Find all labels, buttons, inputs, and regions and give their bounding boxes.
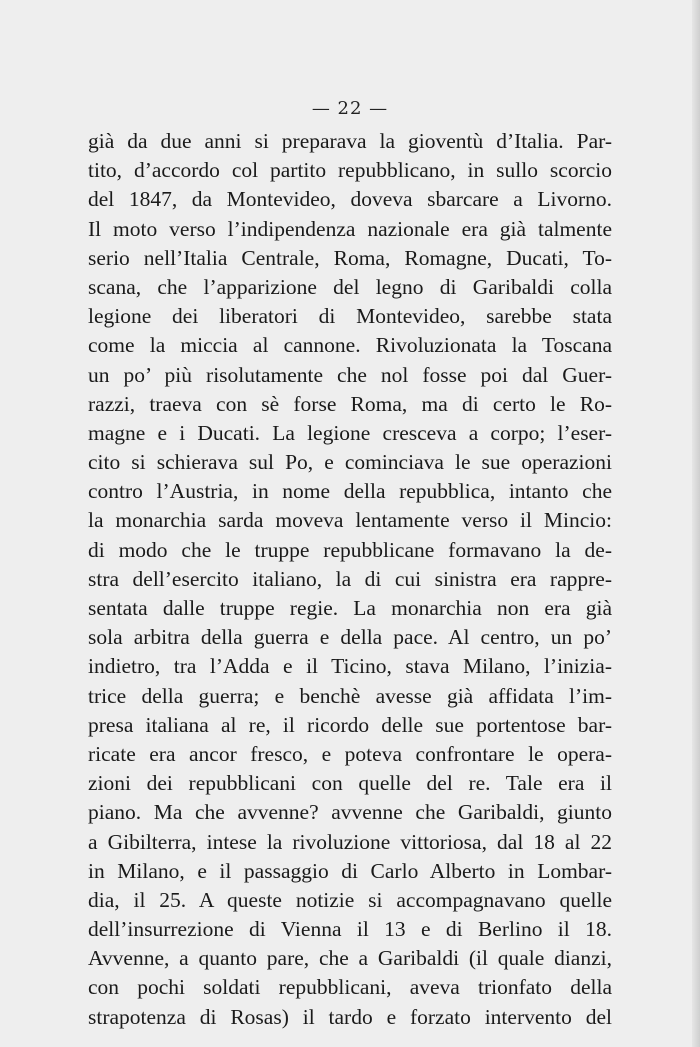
text-line: un po’ più risolutamente che nol fosse poi dal Guer- — [88, 362, 612, 387]
body-text — [88, 127, 612, 1032]
text-line: serio nell’Italia Centrale, Roma, Romagne, Ducati, To- — [88, 245, 612, 270]
text-line: con pochi soldati repubblicani, aveva trionfato della — [88, 975, 612, 1000]
page-edge — [692, 0, 700, 1047]
text-line: del 1847, da Montevideo, doveva sbarcare a Livorno. — [88, 187, 612, 212]
text-line: razzi, traeva con sè forse Roma, ma di certo le Ro- — [88, 391, 612, 416]
text-line: strapotenza di Rosas) il tardo e forzato intervento del — [88, 1004, 612, 1029]
text-line: a Gibilterra, intese la rivoluzione vittoriosa, dal 18 al 22 — [88, 829, 612, 854]
text-line: sola arbitra della guerra e della pace. Al centro, un po’ — [88, 625, 612, 650]
text-line: cito si schierava sul Po, e cominciava le sue operazioni — [88, 450, 612, 475]
text-line: zioni dei repubblicani con quelle del re. Tale era il — [88, 771, 612, 796]
text-line: come la miccia al cannone. Rivoluzionata la Toscana — [88, 333, 612, 358]
text-line: piano. Ma che avvenne? avvenne che Garibaldi, giunto — [88, 800, 612, 825]
text-line: in Milano, e il passaggio di Carlo Alberto in Lombar- — [88, 858, 612, 883]
text-line: legione dei liberatori di Montevideo, sarebbe stata — [88, 304, 612, 329]
text-line: magne e i Ducati. La legione cresceva a corpo; l’eser- — [88, 420, 612, 445]
text-line: la monarchia sarda moveva lentamente verso il Mincio: — [88, 508, 612, 533]
text-line: dia, il 25. A queste notizie si accompagnavano quelle — [88, 887, 612, 912]
text-line: trice della guerra; e benchè avesse già affidata l’im- — [88, 683, 612, 708]
text-line: Avvenne, a quanto pare, che a Garibaldi (il quale dianzi, — [88, 946, 612, 971]
page-number: — 22 — — [311, 98, 389, 119]
text-line: tito, d’accordo col partito repubblicano, in sullo scorcio — [88, 158, 612, 183]
text-line: di modo che le truppe repubblicane formavano la de- — [88, 537, 612, 562]
text-line: sentata dalle truppe regie. La monarchia non era già — [88, 596, 612, 620]
text-line: contro l’Austria, in nome della repubblica, intanto che — [88, 479, 612, 504]
text-line: presa italiana al re, il ricordo delle sue portentose bar- — [88, 712, 612, 737]
text-line: già da due anni si preparava la gioventù d’Italia. Par- — [88, 129, 612, 153]
text-line: scana, che l’apparizione del legno di Garibaldi colla — [88, 274, 612, 299]
text-line: Il moto verso l’indipendenza nazionale era già talmente — [88, 216, 612, 241]
text-line: dell’insurrezione di Vienna il 13 e di Berlino il 18. — [88, 917, 612, 942]
text-line: stra dell’esercito italiano, la di cui sinistra era rappre- — [88, 566, 612, 591]
text-line: ricate era ancor fresco, e poteva confrontare le opera- — [88, 741, 612, 766]
text-line: indietro, tra l’Adda e il Ticino, stava Milano, l’inizia- — [88, 654, 612, 679]
